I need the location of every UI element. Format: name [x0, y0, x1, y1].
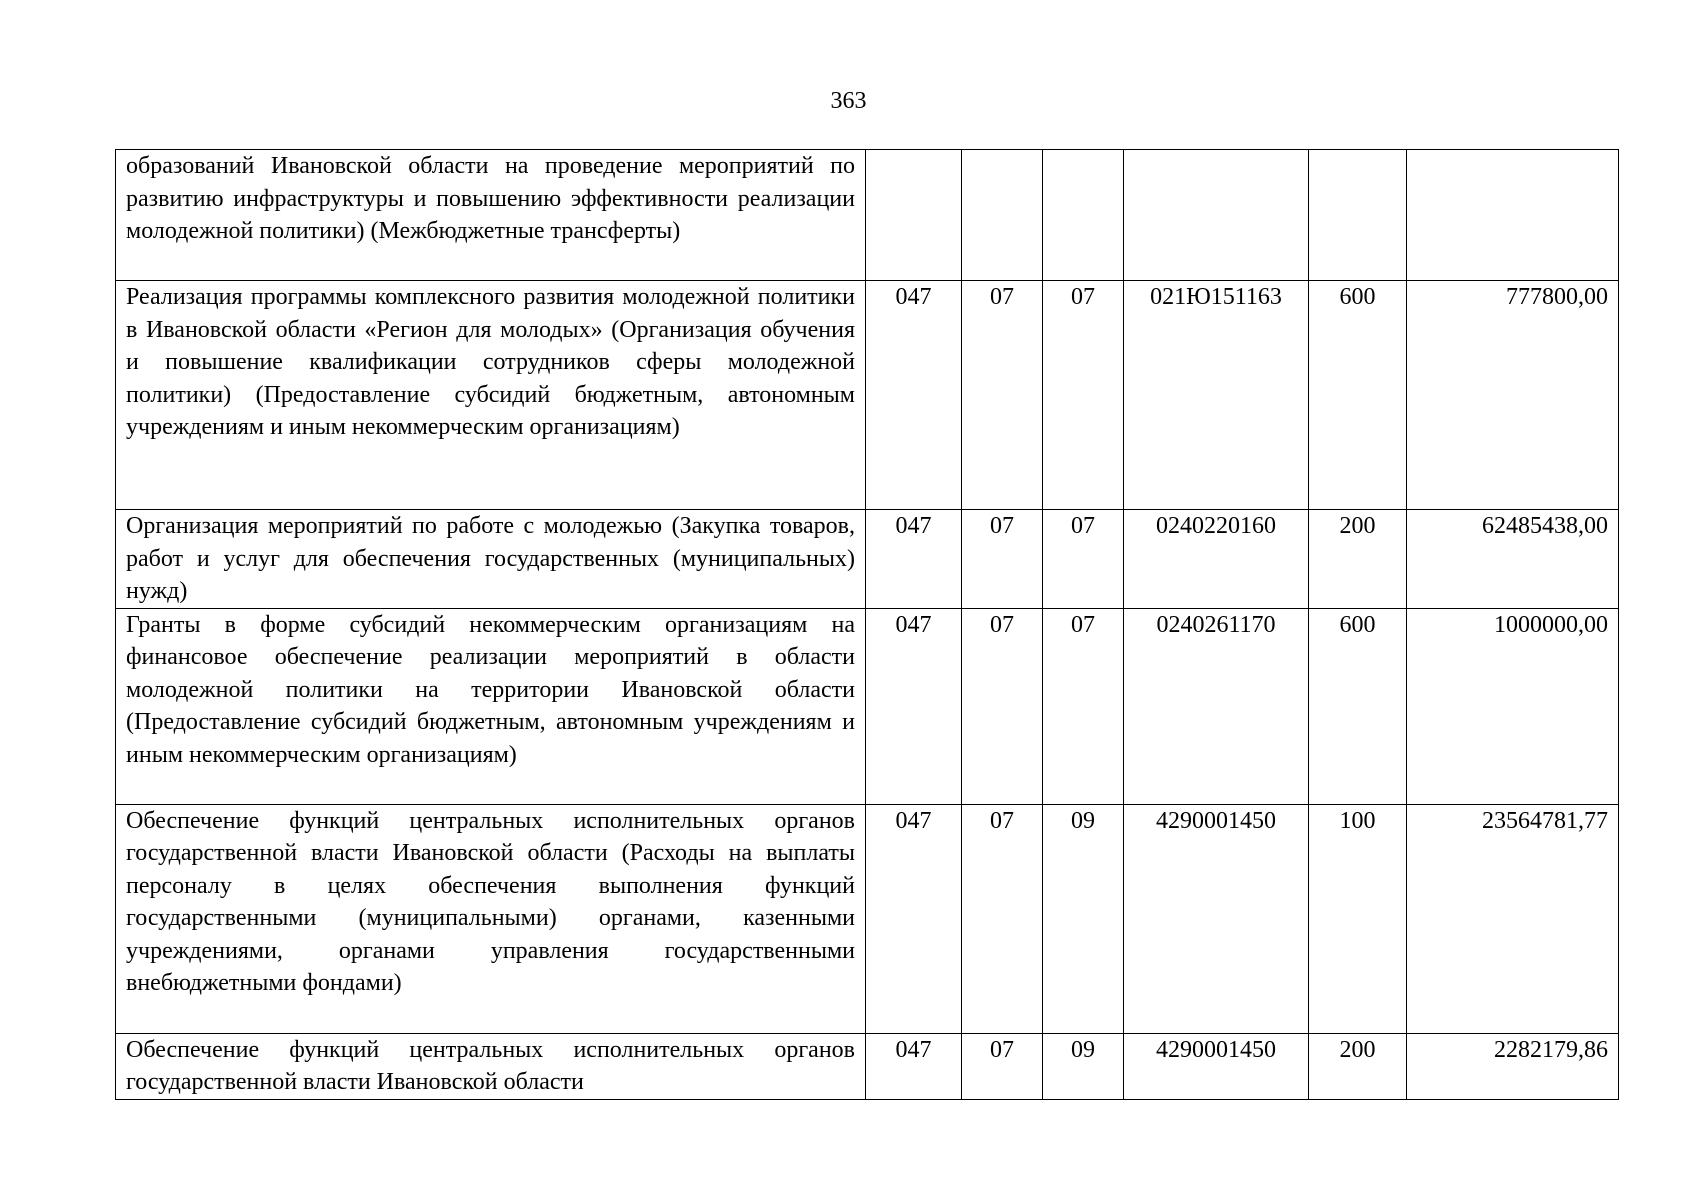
target-article-code: 4290001450: [1124, 1033, 1309, 1099]
table-row: [116, 510, 1619, 609]
budget-table: [115, 149, 1619, 1100]
expense-type-code: 600: [1309, 608, 1407, 804]
ministry-code: 047: [866, 1033, 962, 1099]
row-description: Обеспечение функций центральных исполнительных органов государственной власти Ивановской области (Расходы на выплаты персоналу в целях обеспечения выполнения функций государственными (муниципальными) органами, казенными учреждениями, органами управления государственными внебюджетными фондами): [116, 804, 866, 1033]
table-row: [116, 281, 1619, 510]
amount: 777800,00: [1407, 281, 1619, 510]
subsection-code: 07: [1043, 510, 1124, 609]
section-code: 07: [962, 1033, 1043, 1099]
section-code: 07: [962, 608, 1043, 804]
section-code: 07: [962, 804, 1043, 1033]
row-description: Гранты в форме субсидий некоммерческим организациям на финансовое обеспечение реализации мероприятий в области молодежной политики на территории Ивановской области (Предоставление субсидий бюджетным, автономным учреждениям и иным некоммерческим организациям): [116, 608, 866, 804]
expense-type-code: 200: [1309, 510, 1407, 609]
table-row: [116, 150, 1619, 281]
subsection-code: 07: [1043, 281, 1124, 510]
page-number: 363: [830, 88, 867, 114]
section-code: 07: [962, 281, 1043, 510]
expense-type-code: [1309, 150, 1407, 281]
target-article-code: 021Ю151163: [1124, 281, 1309, 510]
target-article-code: 0240261170: [1124, 608, 1309, 804]
ministry-code: 047: [866, 510, 962, 609]
expense-type-code: 100: [1309, 804, 1407, 1033]
ministry-code: [866, 150, 962, 281]
amount: 1000000,00: [1407, 608, 1619, 804]
expense-type-code: 600: [1309, 281, 1407, 510]
section-code: 07: [962, 510, 1043, 609]
ministry-code: 047: [866, 804, 962, 1033]
amount: 23564781,77: [1407, 804, 1619, 1033]
table-row: [116, 608, 1619, 804]
target-article-code: 4290001450: [1124, 804, 1309, 1033]
subsection-code: [1043, 150, 1124, 281]
row-description: Реализация программы комплексного развития молодежной политики в Ивановской области «Регион для молодых» (Организация обучения и повышение квалификации сотрудников сферы молодежной политики) (Предоставление субсидий бюджетным, автономным учреждениям и иным некоммерческим организациям): [116, 281, 866, 510]
amount: [1407, 150, 1619, 281]
table-row: [116, 804, 1619, 1033]
target-article-code: 0240220160: [1124, 510, 1309, 609]
amount: 62485438,00: [1407, 510, 1619, 609]
ministry-code: 047: [866, 608, 962, 804]
subsection-code: 09: [1043, 1033, 1124, 1099]
table-row: [116, 1033, 1619, 1099]
row-description: образований Ивановской области на проведение мероприятий по развитию инфраструктуры и повышению эффективности реализации молодежной политики) (Межбюджетные трансферты): [116, 150, 866, 281]
subsection-code: 07: [1043, 608, 1124, 804]
row-description: Обеспечение функций центральных исполнительных органов государственной власти Ивановской области: [116, 1033, 866, 1099]
row-description: Организация мероприятий по работе с молодежью (Закупка товаров, работ и услуг для обеспечения государственных (муниципальных) нужд): [116, 510, 866, 609]
expense-type-code: 200: [1309, 1033, 1407, 1099]
target-article-code: [1124, 150, 1309, 281]
ministry-code: 047: [866, 281, 962, 510]
subsection-code: 09: [1043, 804, 1124, 1033]
section-code: [962, 150, 1043, 281]
amount: 2282179,86: [1407, 1033, 1619, 1099]
